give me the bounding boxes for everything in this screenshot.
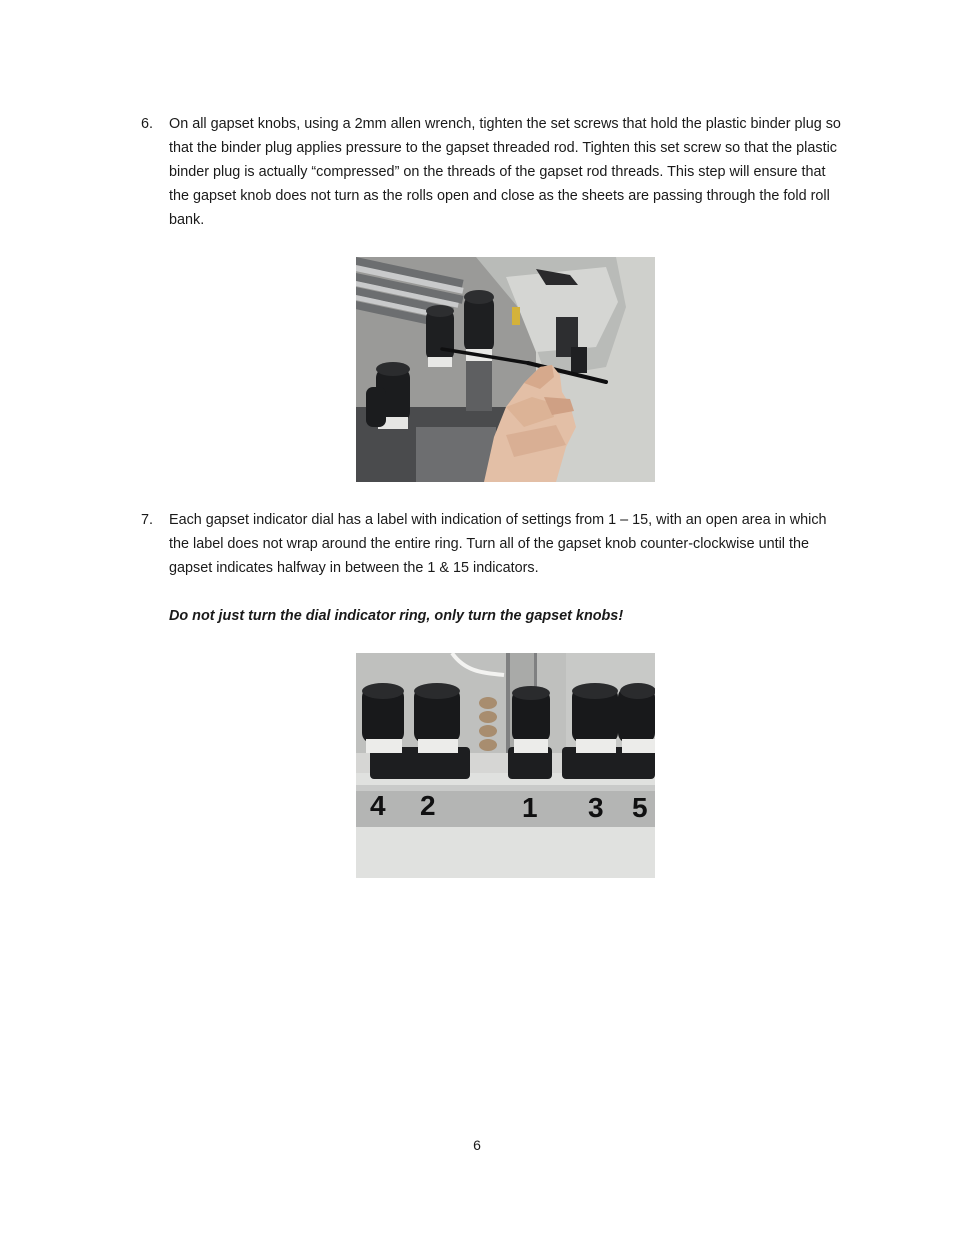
- warning-note: Do not just turn the dial indicator ring, only turn the gapset knobs!: [169, 608, 624, 624]
- plate-number-4: 4: [370, 790, 386, 821]
- step-number: 6.: [141, 116, 154, 132]
- photo-gapset-knobs-numbered: [356, 653, 655, 878]
- step-text: Each gapset indicator dial has a label with indication of settings from 1 – 15, with an open area in which the label does not wrap around the entire ring. Turn all of the gapset knob counter-clockwise until the gapset indicates halfway in between the 1 & 15 indicators.: [169, 512, 827, 576]
- photo-allen-wrench-tightening: [356, 257, 655, 482]
- plate-number-5: 5: [632, 792, 648, 823]
- page-number: 6: [473, 1137, 481, 1153]
- plate-number-3: 3: [588, 792, 604, 823]
- plate-number-2: 2: [420, 790, 436, 821]
- step-number: 7.: [141, 512, 154, 528]
- plate-number-1: 1: [522, 792, 538, 823]
- step-text: On all gapset knobs, using a 2mm allen wrench, tighten the set screws that hold the plastic binder plug so that the binder plug applies pressure to the gapset threaded rod. Tighten this set screw so that the plastic binder plug is actually “compressed” on the threads of the gapset rod threads. This step will ensure that the gapset knob does not turn as the rolls open and close as the sheets are passing through the fold roll bank.: [169, 116, 841, 228]
